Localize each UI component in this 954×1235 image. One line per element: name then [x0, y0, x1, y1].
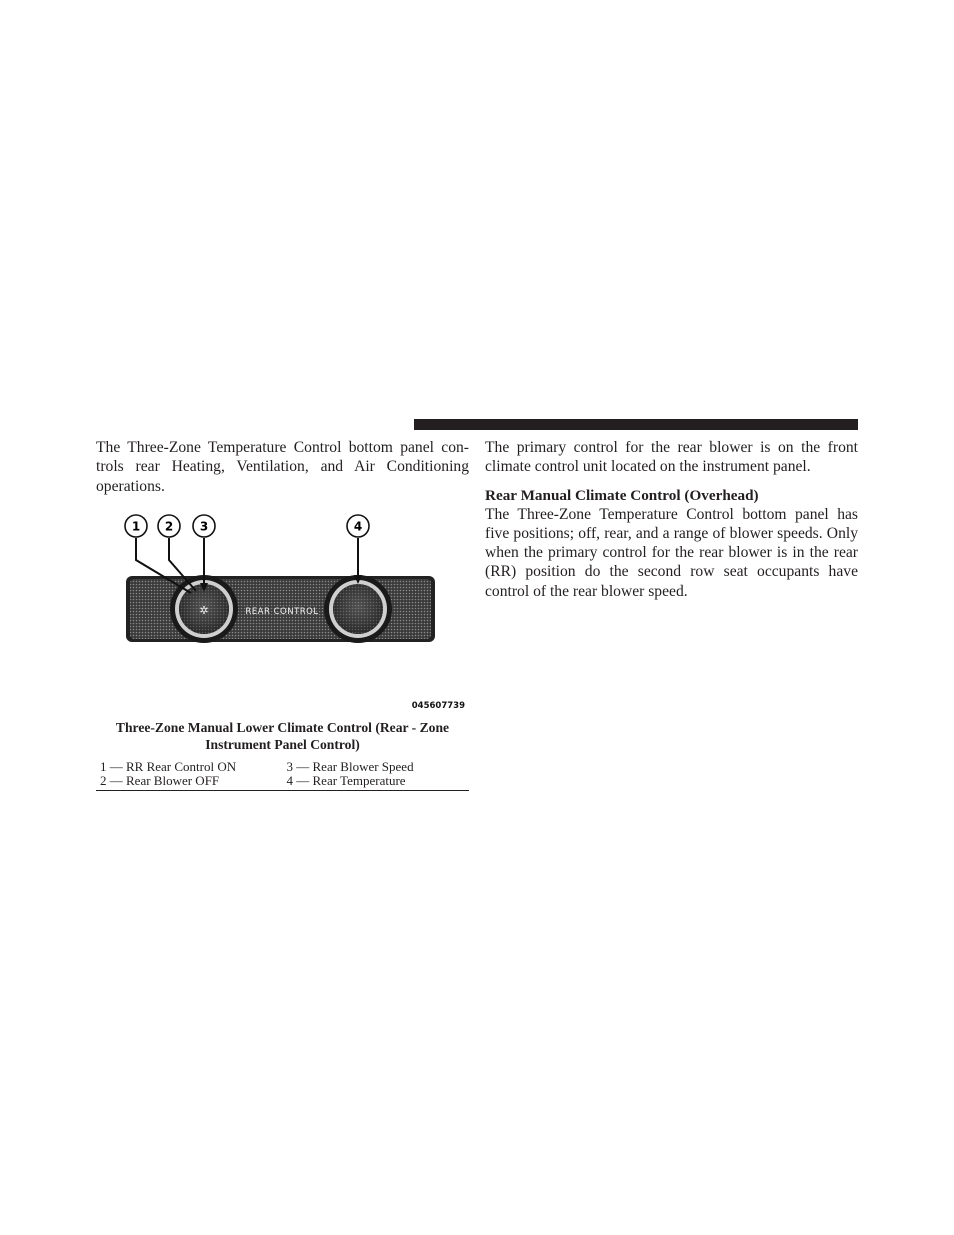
callout-3: 3 — [199, 519, 209, 534]
intro-paragraph: The Three-Zone Temperature Control bottom panel con-trols rear Heating, Ventilation, and Air Conditioning operations. — [96, 439, 469, 495]
overhead-control-paragraph: The Three-Zone Temperature Control bottom panel has five positions; off, rear, and a range of blower speeds. Only when the primary control for the rear blower is in the rear (RR) position do the second row seat occupants have control of the rear blower speed. — [485, 505, 858, 600]
legend-row — [96, 760, 469, 774]
callout-1: 1 — [131, 519, 141, 534]
section-heading: Rear Manual Climate Control (Overhead) — [485, 486, 759, 504]
legend-row — [96, 774, 469, 788]
primary-control-paragraph: The primary control for the rear blower is on the front climate control unit located on the instrument panel. — [485, 439, 858, 476]
legend-item: 1 — RR Rear Control ON — [100, 759, 237, 774]
climate-panel-illustration — [96, 508, 469, 713]
right-column — [485, 438, 858, 601]
svg-text:✲: ✲ — [199, 604, 209, 617]
figure-legend — [96, 760, 469, 791]
image-id: 045607739 — [411, 701, 465, 711]
left-column — [96, 438, 469, 496]
climate-control-figure — [96, 508, 469, 713]
panel-label: REAR CONTROL — [245, 607, 319, 617]
legend-item: 2 — Rear Blower OFF — [100, 773, 220, 788]
callout-2: 2 — [164, 519, 174, 534]
section-header-bar — [414, 419, 858, 430]
figure-caption: Three-Zone Manual Lower Climate Control (Rear - Zone Instrument Panel Control) — [115, 720, 450, 752]
rear-temperature-knob — [324, 575, 392, 643]
callout-4: 4 — [353, 519, 363, 534]
legend-item: 4 — Rear Temperature — [286, 773, 406, 788]
legend-item: 3 — Rear Blower Speed — [286, 759, 414, 774]
